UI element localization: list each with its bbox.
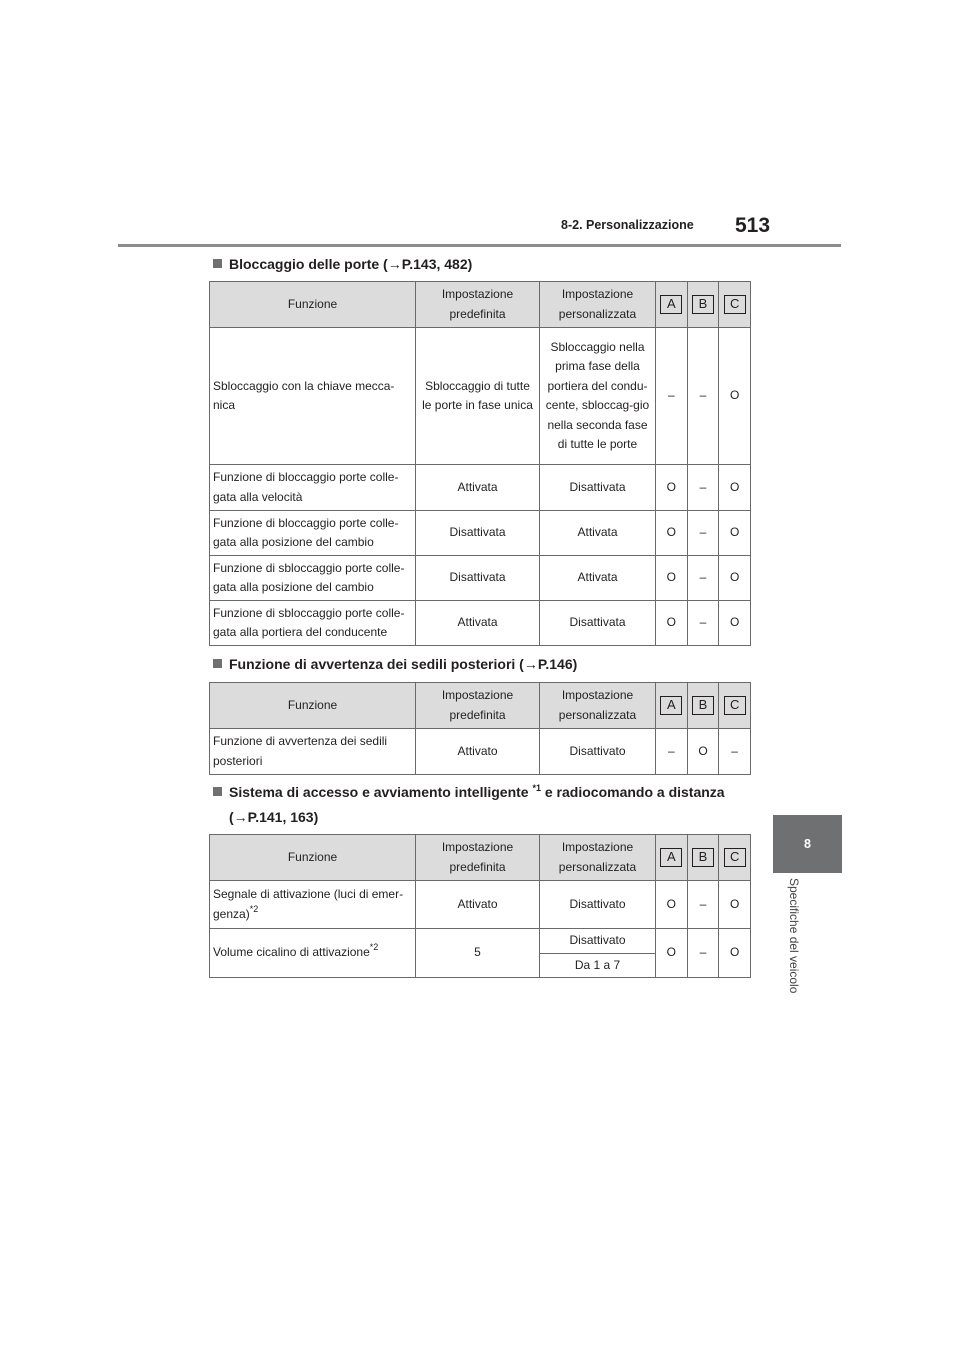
cell-funzione: Funzione di avvertenza dei sedili posteriori <box>210 729 416 775</box>
cell-personalizzata: Sbloccaggio nella prima fase della portiera del condu-cente, sbloccag-gio nella seconda fase di tutte le porte <box>540 328 656 465</box>
cell-predefinita: Sbloccaggio di tutte le porte in fase unica <box>416 328 540 465</box>
page-number: 513 <box>735 214 771 237</box>
table-door-lock <box>209 281 751 646</box>
cell-predefinita: 5 <box>416 929 540 978</box>
arrow-icon: → <box>387 256 402 272</box>
cell-b: O <box>687 729 719 775</box>
table-rear-seat-reminder <box>209 682 751 775</box>
chapter-number: 8 <box>804 837 811 851</box>
header-c: C <box>719 282 751 328</box>
cell-personalizzata: Attivata <box>540 556 656 601</box>
table-row <box>210 556 751 601</box>
cell-c: O <box>719 601 751 646</box>
cell-predefinita: Attivato <box>416 881 540 929</box>
cell-a: – <box>656 328 688 465</box>
cell-c: O <box>719 328 751 465</box>
cell-funzione: Segnale di attivazione (luci di emer-genza)$^{*2}$ <box>210 881 416 929</box>
cell-predefinita: Disattivata <box>416 556 540 601</box>
cell-c: O <box>719 929 751 978</box>
header-section-title: 8-2. Personalizzazione <box>561 218 694 232</box>
cell-personalizzata: Attivata <box>540 511 656 556</box>
table-row <box>210 729 751 775</box>
cell-c: O <box>719 511 751 556</box>
cell-a: – <box>656 729 688 775</box>
cell-predefinita: Attivato <box>416 729 540 775</box>
table-row <box>210 601 751 646</box>
cell-b: – <box>687 881 719 929</box>
cell-b: – <box>687 929 719 978</box>
header-predefinita: Impostazione predefinita <box>416 282 540 328</box>
cell-b: – <box>687 328 719 465</box>
header-predefinita: Impostazione predefinita <box>416 835 540 881</box>
cell-a: O <box>656 601 688 646</box>
table-row <box>210 511 751 556</box>
square-bullet-icon <box>213 659 222 668</box>
table-row <box>210 328 751 465</box>
cell-personalizzata: Da 1 a 7 <box>540 953 656 978</box>
square-bullet-icon <box>213 787 222 796</box>
cell-funzione: Funzione di sbloccaggio porte colle-gata alla posizione del cambio <box>210 556 416 601</box>
cell-personalizzata: Disattivato <box>540 881 656 929</box>
cell-a: O <box>656 511 688 556</box>
section-heading-smart-key: Sistema di accesso e avviamento intelligente $^{*1}$ e radiocomando a distanza (→P.141, 163) <box>213 781 725 828</box>
header-b: B <box>687 282 719 328</box>
header-predefinita: Impostazione predefinita <box>416 683 540 729</box>
chapter-tab <box>773 815 842 873</box>
square-bullet-icon <box>213 259 222 268</box>
cell-a: O <box>656 881 688 929</box>
cell-b: – <box>687 465 719 511</box>
header-a: A <box>656 835 688 881</box>
cell-c: O <box>719 465 751 511</box>
cell-a: O <box>656 929 688 978</box>
header-funzione: Funzione <box>210 282 416 328</box>
section-heading-door-lock: Bloccaggio delle porte (→P.143, 482) <box>213 253 472 275</box>
table-row <box>210 881 751 929</box>
cell-a: O <box>656 556 688 601</box>
arrow-icon: → <box>233 809 248 825</box>
cell-personalizzata: Disattivato <box>540 729 656 775</box>
table-header-row <box>210 282 751 328</box>
table-row <box>210 465 751 511</box>
cell-b: – <box>687 556 719 601</box>
cell-predefinita: Disattivata <box>416 511 540 556</box>
cell-funzione: Sbloccaggio con la chiave mecca-nica <box>210 328 416 465</box>
cell-personalizzata: Disattivata <box>540 465 656 511</box>
cell-predefinita: Attivata <box>416 465 540 511</box>
cell-predefinita: Attivata <box>416 601 540 646</box>
header-c: C <box>719 683 751 729</box>
header-c: C <box>719 835 751 881</box>
header-b: B <box>687 683 719 729</box>
table-row <box>210 929 751 954</box>
header-b: B <box>687 835 719 881</box>
header-funzione: Funzione <box>210 683 416 729</box>
table-header-row <box>210 683 751 729</box>
cell-c: O <box>719 556 751 601</box>
cell-c: – <box>719 729 751 775</box>
arrow-icon: → <box>523 656 538 672</box>
section-heading-rear-seat-reminder: Funzione di avvertenza dei sedili posteriori (→P.146) <box>213 653 577 675</box>
header-personalizzata: Impostazione personalizzata <box>540 835 656 881</box>
cell-a: O <box>656 465 688 511</box>
chapter-label: Specifiche del veicolo <box>787 878 801 994</box>
cell-funzione: Funzione di bloccaggio porte colle-gata alla velocità <box>210 465 416 511</box>
cell-c: O <box>719 881 751 929</box>
table-smart-key <box>209 834 751 978</box>
cell-funzione: Funzione di sbloccaggio porte colle-gata alla portiera del conducente <box>210 601 416 646</box>
header-funzione: Funzione <box>210 835 416 881</box>
cell-b: – <box>687 511 719 556</box>
cell-b: – <box>687 601 719 646</box>
header-personalizzata: Impostazione personalizzata <box>540 282 656 328</box>
cell-funzione: Volume cicalino di attivazione$^{*2}$ <box>210 929 416 978</box>
cell-funzione: Funzione di bloccaggio porte colle-gata alla posizione del cambio <box>210 511 416 556</box>
header-a: A <box>656 683 688 729</box>
header-a: A <box>656 282 688 328</box>
table-header-row <box>210 835 751 881</box>
cell-personalizzata: Disattivato <box>540 929 656 954</box>
header-rule <box>118 244 841 247</box>
header-personalizzata: Impostazione personalizzata <box>540 683 656 729</box>
cell-personalizzata: Disattivata <box>540 601 656 646</box>
